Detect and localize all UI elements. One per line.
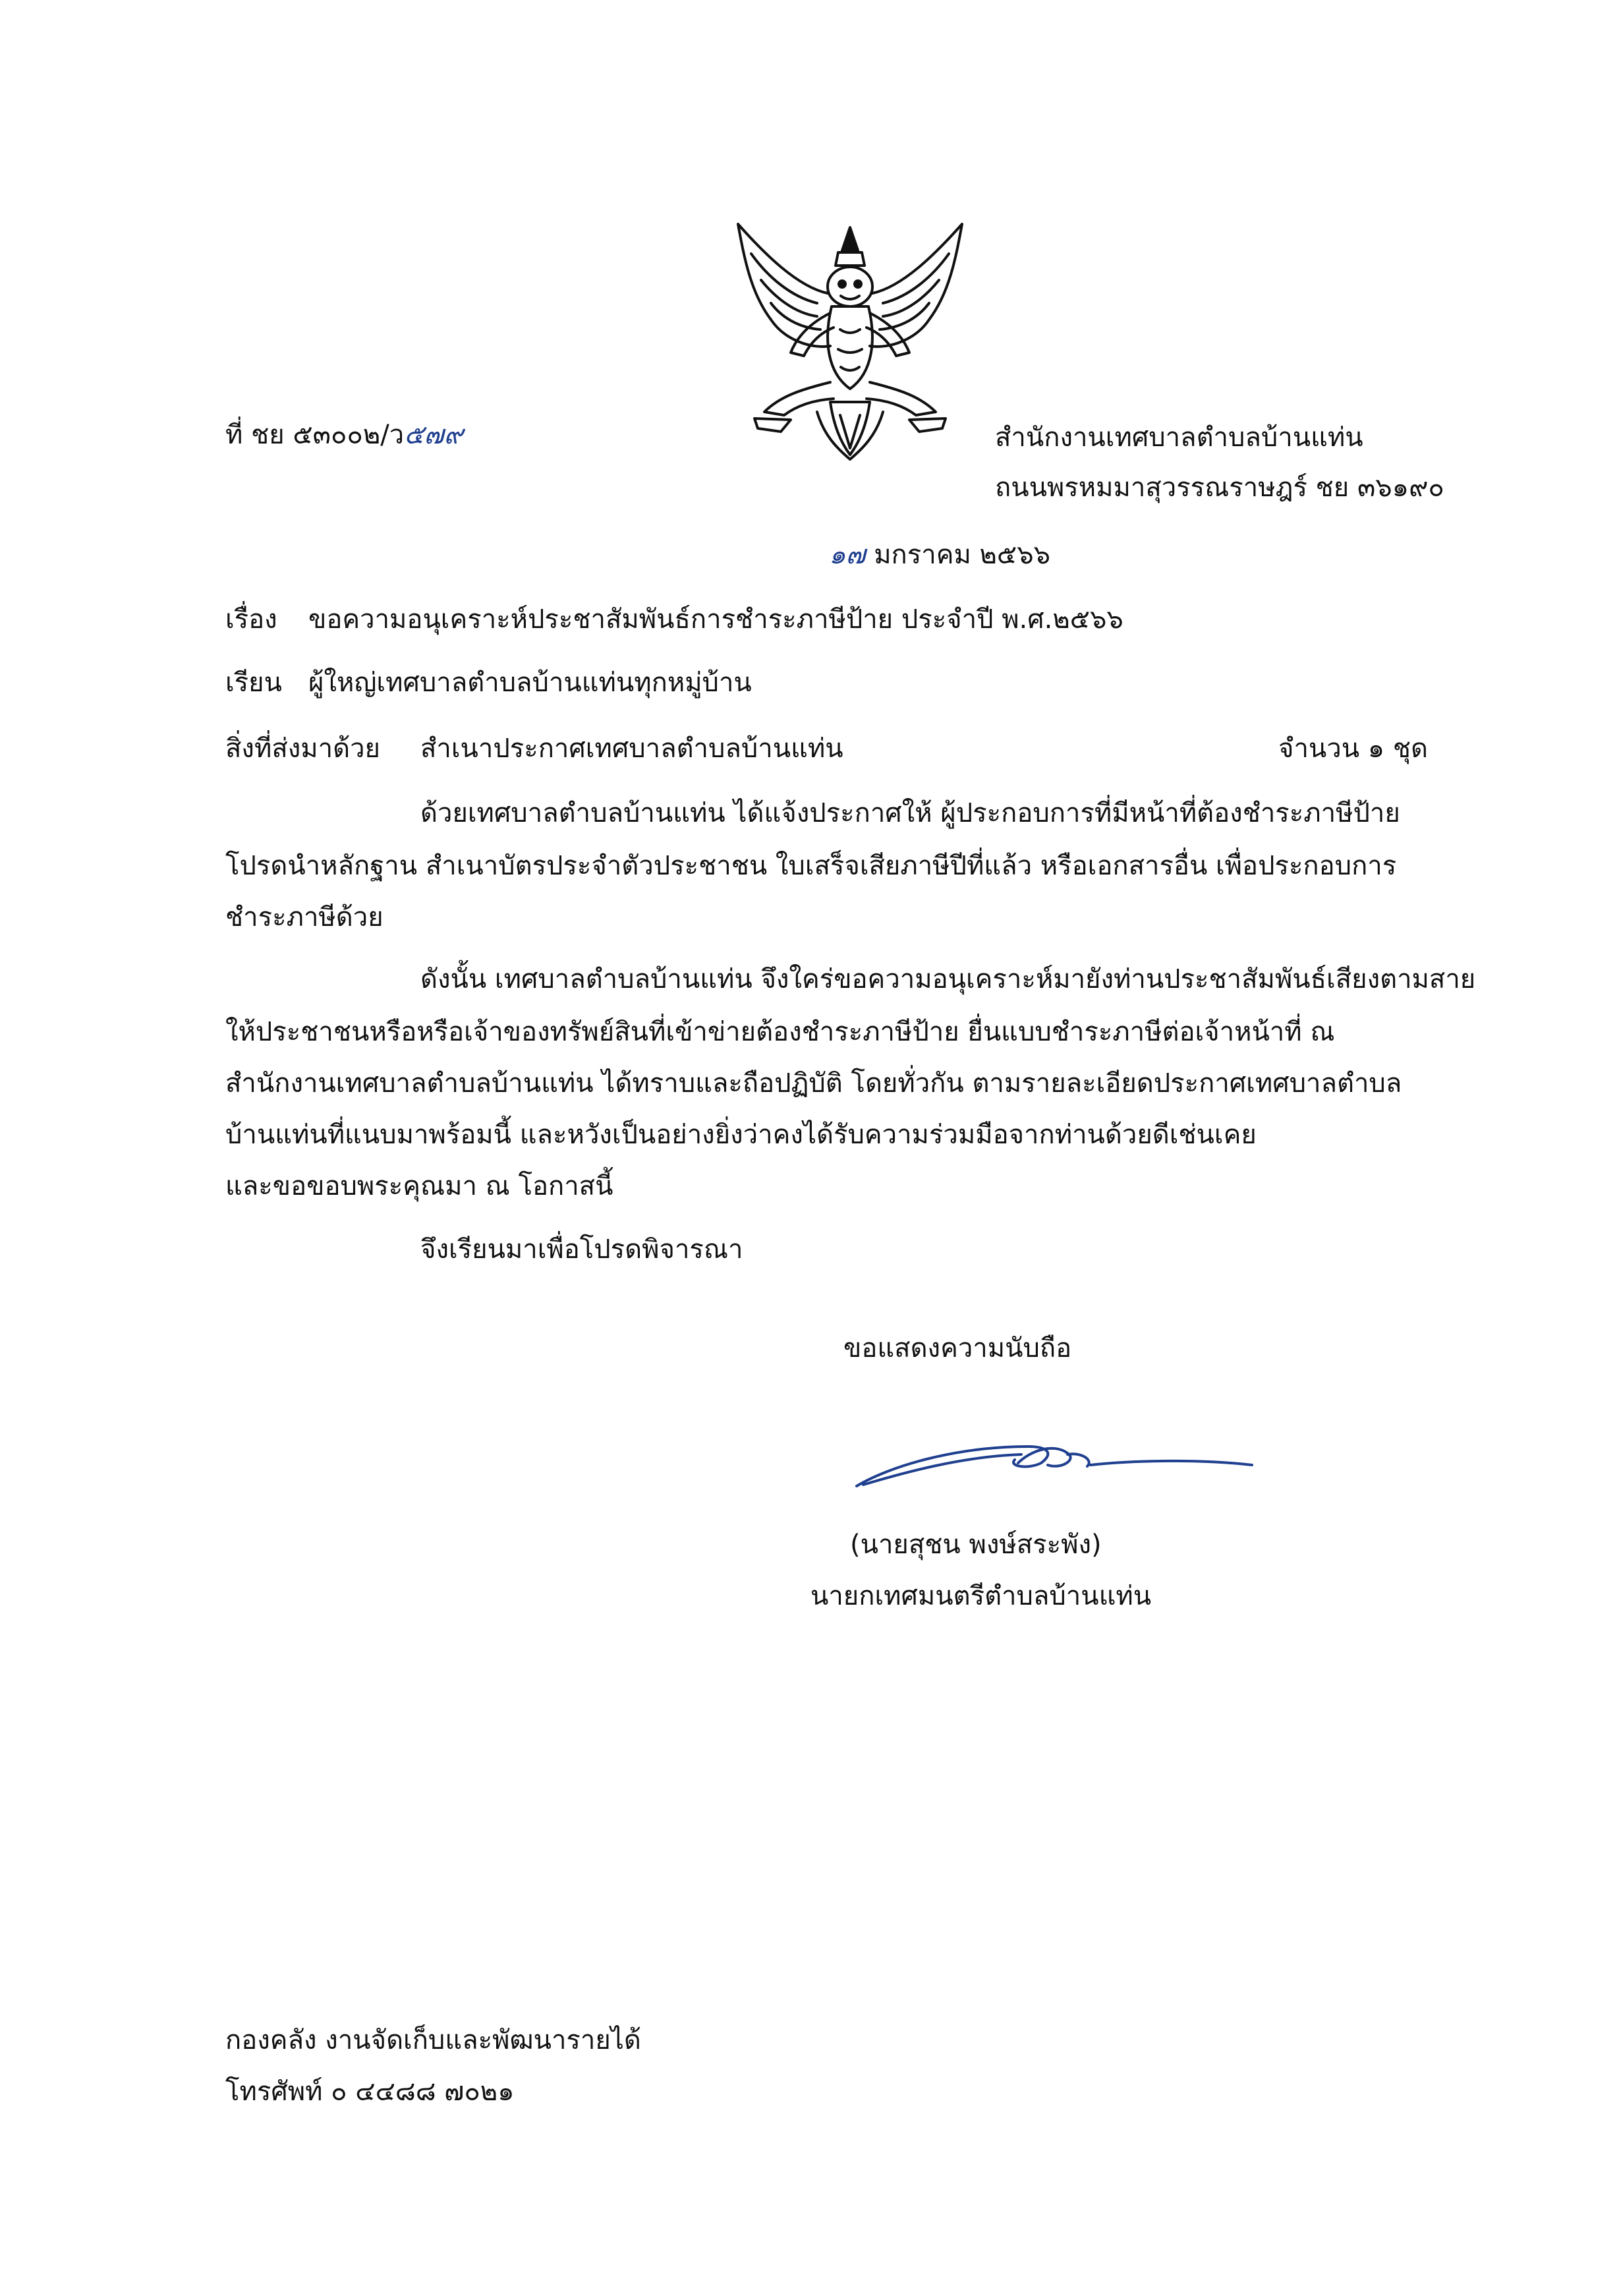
doc-number-prefix: ที่ ชย ๕๓๐๐๒/ว: [225, 420, 405, 450]
paragraph-2-line: บ้านแท่นที่แนบมาพร้อมนี้ และหวังเป็นอย่างยิ่งว่าคงได้รับความร่วมมือจากท่านด้วยดีเช่นเคย: [225, 1120, 1257, 1150]
date-text: มกราคม ๒๕๖๖: [874, 540, 1050, 570]
doc-number: [225, 419, 463, 451]
signature-icon: [850, 1433, 1259, 1493]
paragraph-1-line: ชำระภาษีด้วย: [225, 902, 383, 933]
signer-title: นายกเทศมนตรีตำบลบ้านแท่น: [810, 1581, 1152, 1611]
enclosure-text: สำเนาประกาศเทศบาลตำบลบ้านแท่น: [420, 733, 843, 764]
enclosure-quantity: จำนวน ๑ ชุด: [1278, 733, 1428, 764]
paragraph-1-line: ด้วยเทศบาลตำบลบ้านแท่น ได้แจ้งประกาศให้ ผู้ประกอบการที่มีหน้าที่ต้องชำระภาษีป้าย: [420, 798, 1400, 828]
garuda-emblem-icon: [718, 214, 982, 471]
subject-text: ขอความอนุเคราะห์ประชาสัมพันธ์การชำระภาษีป้าย ประจำปี พ.ศ.๒๕๖๖: [308, 604, 1123, 635]
paragraph-2-line: และขอขอบพระคุณมา ณ โอกาสนี้: [225, 1171, 613, 1201]
doc-number-handwritten: ๕๗๙: [404, 420, 463, 450]
closing-regards: ขอแสดงความนับถือ: [843, 1333, 1072, 1363]
to-text: ผู้ใหญ่เทศบาลตำบลบ้านแท่นทุกหมู่บ้าน: [308, 668, 752, 698]
signer-name: (นายสุชน พงษ์สระพัง): [850, 1530, 1102, 1560]
paragraph-1-line: โปรดนำหลักฐาน สำเนาบัตรประจำตัวประชาชน ใบเสร็จเสียภาษีปีที่แล้ว หรือเอกสารอื่น เพื่อประกอบการ: [225, 851, 1397, 881]
date-day-handwritten: ๑๗: [829, 540, 866, 570]
office-address: ถนนพรหมมาสุวรรณราษฎร์ ชย ๓๖๑๙๐: [995, 473, 1444, 503]
paragraph-2-line: ให้ประชาชนหรือหรือเจ้าของทรัพย์สินที่เข้าข่ายต้องชำระภาษีป้าย ยื่นแบบชำระภาษีต่อเจ้าหน้าที่ ณ: [225, 1017, 1335, 1047]
subject-label: เรื่อง: [225, 604, 277, 635]
paragraph-2-line: ดังนั้น เทศบาลตำบลบ้านแท่น จึงใคร่ขอความอนุเคราะห์มายังท่านประชาสัมพันธ์เสียงตามสาย: [420, 964, 1476, 994]
paragraph-2-line: สำนักงานเทศบาลตำบลบ้านแท่น ได้ทราบและถือปฏิบัติ โดยทั่วกัน ตามรายละเอียดประกาศเทศบาลตำบล: [225, 1068, 1402, 1099]
office-name: สำนักงานเทศบาลตำบลบ้านแท่น: [995, 422, 1363, 453]
footer-department: กองคลัง งานจัดเก็บและพัฒนารายได้: [225, 2025, 641, 2055]
enclosure-label: สิ่งที่ส่งมาด้วย: [225, 733, 380, 764]
letter-date: [829, 539, 1050, 571]
footer-phone: โทรศัพท์ ๐ ๔๔๘๘ ๗๐๒๑: [225, 2077, 515, 2107]
closing-request: จึงเรียนมาเพื่อโปรดพิจารณา: [420, 1234, 743, 1265]
to-label: เรียน: [225, 668, 282, 698]
